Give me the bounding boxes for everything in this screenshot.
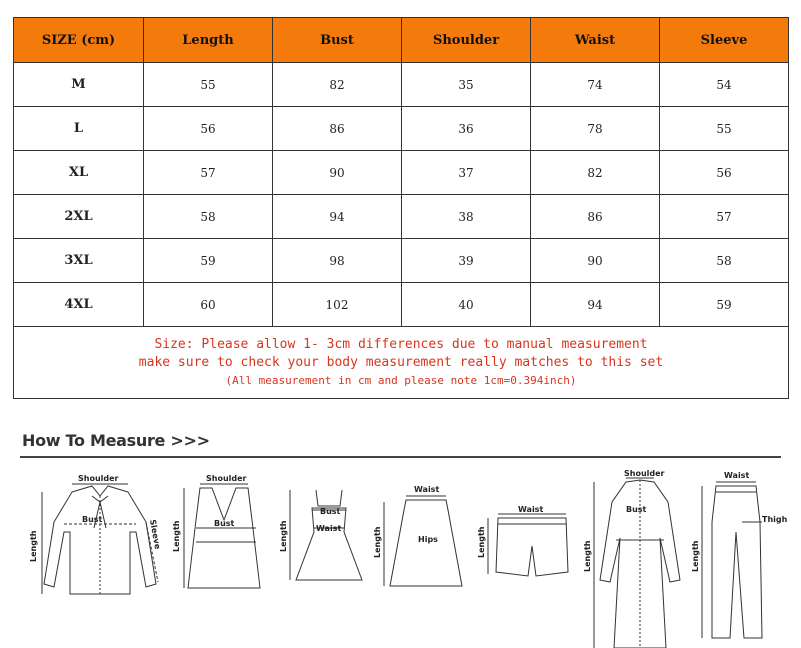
table-row	[14, 151, 789, 195]
bust-cell: 94	[273, 195, 402, 239]
table-header-row	[14, 18, 789, 63]
label-bust: Bust	[82, 515, 103, 524]
size-table	[13, 17, 789, 399]
blouse-figure	[29, 474, 162, 594]
skirt-figure	[373, 485, 462, 586]
label-bust: Bust	[214, 519, 235, 528]
waist-cell: 82	[531, 151, 660, 195]
label-length: Length	[29, 530, 38, 562]
bust-cell: 82	[273, 63, 402, 107]
label-shoulder: Shoulder	[78, 474, 119, 483]
label-waist: Waist	[414, 485, 440, 494]
length-cell: 57	[144, 151, 273, 195]
length-cell: 59	[144, 239, 273, 283]
header-bust: Bust	[273, 18, 402, 63]
table-row	[14, 239, 789, 283]
label-length: Length	[583, 540, 592, 572]
sleeve-cell: 55	[660, 107, 789, 151]
coat-figure	[583, 469, 680, 648]
size-cell: XL	[14, 151, 144, 195]
header-sleeve: Sleeve	[660, 18, 789, 63]
label-bust: Bust	[626, 505, 647, 514]
size-cell: L	[14, 107, 144, 151]
label-length: Length	[691, 540, 700, 572]
sleeve-cell: 54	[660, 63, 789, 107]
shorts-figure	[477, 505, 568, 576]
label-hips: Hips	[418, 535, 438, 544]
measurement-diagram	[0, 462, 801, 648]
note-cell	[14, 327, 789, 399]
table-row	[14, 107, 789, 151]
header-waist: Waist	[531, 18, 660, 63]
waist-cell: 86	[531, 195, 660, 239]
label-length: Length	[477, 526, 486, 558]
shoulder-cell: 39	[402, 239, 531, 283]
section-divider	[20, 456, 781, 458]
waist-cell: 78	[531, 107, 660, 151]
length-cell: 55	[144, 63, 273, 107]
label-thigh: Thigh	[762, 515, 788, 524]
header-size: SIZE (cm)	[14, 18, 144, 63]
label-shoulder: Shoulder	[624, 469, 665, 478]
size-cell: 3XL	[14, 239, 144, 283]
shoulder-cell: 40	[402, 283, 531, 327]
label-length: Length	[373, 526, 382, 558]
shorts-outline-icon	[496, 518, 568, 576]
tank-outline-icon	[188, 488, 260, 588]
bust-cell: 98	[273, 239, 402, 283]
size-cell: 4XL	[14, 283, 144, 327]
label-length: Length	[279, 520, 288, 552]
shoulder-cell: 36	[402, 107, 531, 151]
note-row	[14, 327, 789, 399]
header-shoulder: Shoulder	[402, 18, 531, 63]
how-to-measure-title: How To Measure >>>	[22, 431, 210, 450]
label-sleeve: Sleeve	[148, 518, 163, 550]
shoulder-cell: 35	[402, 63, 531, 107]
label-waist: Waist	[518, 505, 544, 514]
shoulder-cell: 37	[402, 151, 531, 195]
waist-cell: 94	[531, 283, 660, 327]
sleeve-cell: 58	[660, 239, 789, 283]
table-row	[14, 63, 789, 107]
pants-outline-icon	[712, 486, 762, 638]
sleeve-cell: 56	[660, 151, 789, 195]
pants-figure	[691, 471, 788, 638]
note-line-tolerance: Size: Please allow 1- 3cm differences due to manual measurement	[154, 336, 648, 352]
sleeve-cell: 57	[660, 195, 789, 239]
label-waist: Waist	[724, 471, 750, 480]
label-waist: Waist	[316, 524, 342, 533]
bust-cell: 90	[273, 151, 402, 195]
length-cell: 58	[144, 195, 273, 239]
sleeve-cell: 59	[660, 283, 789, 327]
note-line-check: make sure to check your body measurement really matches to this set	[138, 354, 664, 370]
size-cell: 2XL	[14, 195, 144, 239]
bust-cell: 102	[273, 283, 402, 327]
bust-cell: 86	[273, 107, 402, 151]
strap-dress-outline-icon	[296, 490, 362, 580]
table-row	[14, 283, 789, 327]
note-line-conversion: (All measurement in cm and please note 1cm=0.394inch)	[225, 373, 577, 387]
strap-dress-figure	[279, 490, 362, 580]
waist-cell: 74	[531, 63, 660, 107]
label-shoulder: Shoulder	[206, 474, 247, 483]
table-row	[14, 195, 789, 239]
length-cell: 60	[144, 283, 273, 327]
length-cell: 56	[144, 107, 273, 151]
label-bust: Bust	[320, 507, 341, 516]
header-length: Length	[144, 18, 273, 63]
tank-figure	[172, 474, 260, 588]
shoulder-cell: 38	[402, 195, 531, 239]
label-length: Length	[172, 520, 181, 552]
size-cell: M	[14, 63, 144, 107]
waist-cell: 90	[531, 239, 660, 283]
